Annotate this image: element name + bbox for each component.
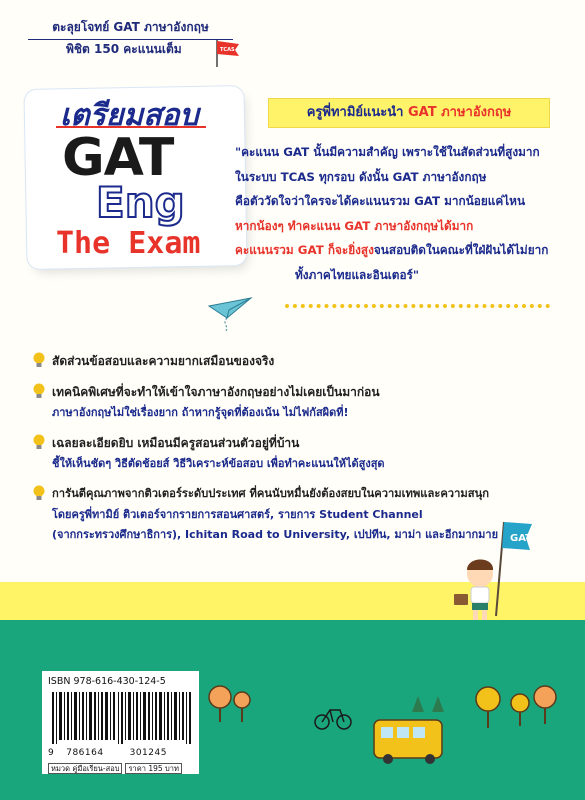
tcas-flag-icon — [214, 38, 240, 68]
school-bus-icon — [374, 720, 442, 764]
tree-icon — [534, 686, 556, 724]
tree-icon — [209, 686, 231, 722]
title-prepare: เตรียมสอบ — [60, 98, 199, 133]
boy-flag-label: GAT — [510, 533, 532, 544]
quote-line: คะแนนรวม GAT ก็จะยิ่งสูงจนสอบติดในคณะที่ใฝ่ฝันได้ไม่ยาก — [235, 243, 549, 257]
lightbulb-icon — [32, 434, 46, 451]
title-gat: GAT — [62, 128, 174, 188]
recommendation-heading — [268, 98, 550, 128]
bottom-scenery — [205, 683, 585, 800]
quote-line: คือตัววัดใจว่าใครจะได้คะแนนรวม GAT มากน้อยแค่ไหน — [235, 194, 526, 208]
quote-line: ในระบบ TCAS ทุกรอบ ดังนั้น GAT ภาษาอังกฤษ — [235, 169, 487, 184]
list-item-detail: (จากกระทรวงศึกษาธิการ), Ichitan Road to University, เปปทีน, มาม่า และอีกมากมาย — [52, 528, 499, 541]
lightbulb-icon — [32, 485, 46, 502]
boy-with-flag-illustration — [452, 508, 532, 623]
tagline: ตะลุยโจทย์ GAT ภาษาอังกฤษ — [28, 18, 233, 40]
list-item — [28, 350, 568, 372]
list-item-title: เทคนิคพิเศษที่จะทำให้เข้าใจภาษาอังกฤษอย่างไม่เคยเป็นมาก่อน — [52, 385, 380, 399]
tagline-score: พิชิต 150 คะแนนเต็ม — [66, 42, 182, 56]
bicycle-icon — [315, 710, 351, 729]
heading-mid: ย์แนะนำ — [355, 105, 408, 120]
list-item-title: การันตีคุณภาพจากติวเตอร์ระดับประเทศ ที่คนนับหมื่นยังต้องสยบในความเทพและความสนุก — [52, 487, 490, 500]
lightbulb-icon — [32, 383, 46, 400]
barcode-bars — [52, 692, 192, 744]
tcas-flag-label: TCAS — [220, 47, 235, 53]
quote-line: ทั้งภาคไทยและอินเตอร์" — [295, 267, 420, 282]
heading-prefix: ครูพี่ทามิ — [306, 105, 356, 120]
title-the-exam: The Exam — [56, 226, 201, 261]
list-item-title: สัดส่วนข้อสอบและความยากเสมือนของจริง — [52, 354, 275, 368]
list-item-detail: ภาษาอังกฤษไม่ใช่เรื่องยาก ถ้าหากรู้จุดที่ต้องเน้น ไม่ไฟกัสผิดที่! — [52, 406, 349, 419]
dotted-divider — [285, 304, 550, 312]
quote-line: "คะแนน GAT นั้นมีความสำคัญ เพราะใช้ในสัดส่วนที่สูงมาก — [235, 145, 540, 159]
list-item — [28, 432, 568, 474]
pine-tree-icon — [412, 696, 444, 712]
list-item-detail: ชี้ให้เห็นชัดๆ วิธีตัดช้อยส์ วิธีวิเคราะห์ข้อสอบ เพื่อทำคะแนนให้ได้สูงสุด — [52, 457, 385, 470]
tree-icon — [476, 687, 500, 728]
barcode-footer — [48, 763, 185, 775]
barcode-digits: 9 786164 301245 — [48, 748, 167, 758]
heading-highlight: GAT ภาษาอังกฤษ — [407, 105, 512, 120]
isbn-text: ISBN 978-616-430-124-5 — [48, 676, 166, 687]
paper-plane-icon — [205, 292, 257, 332]
category-label: หมวด คู่มือเรียน-สอบ — [48, 763, 122, 774]
price-label: ราคา 195 บาท — [125, 763, 181, 774]
list-item — [28, 381, 568, 423]
title-eng: Eng — [96, 178, 185, 227]
list-item-detail: โดยครูพี่ทามิย์ ติวเตอร์จากรายการสอนศาสตร์, รายการ Student Channel — [52, 508, 423, 521]
tree-icon — [234, 692, 250, 722]
quote-line: หากน้องๆ ทำคะแนน GAT ภาษาอังกฤษได้มาก — [235, 218, 474, 233]
lightbulb-icon — [32, 352, 46, 369]
recommendation-quote — [235, 140, 565, 287]
tree-icon — [511, 694, 529, 726]
list-item-title: เฉลยละเอียดยิบ เหมือนมีครูสอนส่วนตัวอยู่ที่บ้าน — [52, 436, 300, 450]
